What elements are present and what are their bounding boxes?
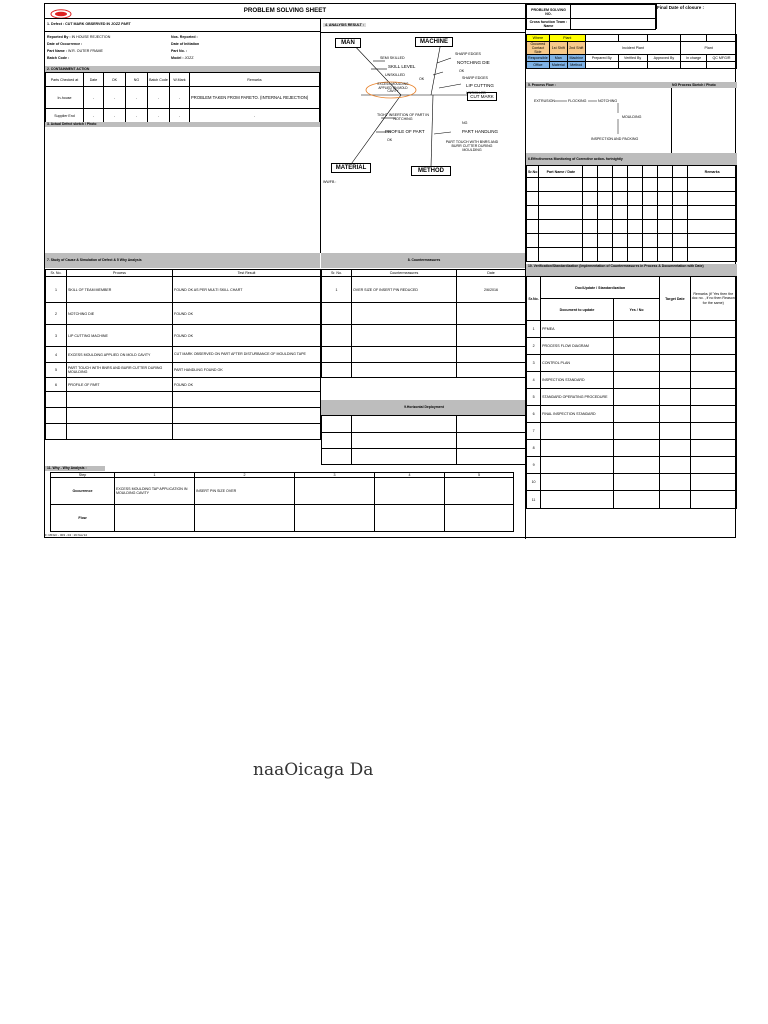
cause-notching-die: NOTCHING DIE (457, 60, 490, 65)
table-row: Supplier End - - - - - - (46, 109, 320, 123)
process-flow-arrows (526, 88, 639, 148)
cross-function-table: Where Plant Occurred Contact Side 1st Shift 2nd Shift Incident Plant Plant Responsible Man Machine Prepared By Verified By Approved By In charge QC MFG/R Office Material Method (526, 34, 737, 69)
containment-table: Parts Checked at Date OK NG Batch Code W.Mark Remarks In-house - - - - - PROBLEM TAKEN FROM PARETO. (INTERNAL REJECTION) Supplier End - - - - - - (45, 72, 320, 123)
table-row: 11 (527, 491, 737, 509)
analysis-label: 4. ANALYSIS RESULT : (325, 23, 365, 27)
table-row: 2 NOTCHING DIE FOUND OK (46, 303, 321, 325)
cause-ng: NG (462, 121, 468, 125)
table-row: 1 PFMEA (527, 321, 737, 338)
countermeasures-table: Sr. No. Countermeasures Date 1 OVER SIZE OF INSERT PIN REDUCED 2/6/2016 (321, 269, 526, 378)
table-row: 3 CONTROL PLAN (527, 355, 737, 372)
nos-reported: Nos. Reported : (171, 35, 198, 39)
table-row: 5 PART TOUCH WITH BNRS AND BURR CUTTER DURING MOULDING PART HANDLING FOUND OK (46, 363, 321, 378)
model: Model : JOZZ (171, 56, 194, 60)
cause-tight-insertion: TIGHT INSERTION OF PART IN NOTCHING (377, 113, 429, 122)
monitoring-header: 6.Effectiveness Monitoring of Corrective action- fortnightly (526, 153, 737, 165)
closure-date-label: Final Date of closure : (657, 5, 705, 10)
table-row: 1 SKILL OF TEAM MEMBER FOUND OK AS PER MULTI SKILL CHART (46, 277, 321, 303)
horizontal-table (321, 415, 526, 465)
reported-by: Reported By : IN HOUSE REJECTION (47, 35, 111, 39)
batch-code: Batch Code : (47, 56, 70, 60)
psno-table: PROBLEM SOLVING NO. Cross function Team : Name (526, 4, 656, 30)
fishbone-material-box: MATERIAL (331, 163, 371, 173)
cause-sharp-edges-2: SHARP EDGES (462, 76, 488, 80)
fishbone-method-box: METHOD (411, 166, 451, 176)
wwfb-label: WWFB : (323, 180, 337, 184)
why-why-header: 11. Why - Why Analysis : (45, 466, 105, 471)
logo (50, 6, 72, 16)
cause-sharp-edges: SHARP EDGES (455, 52, 481, 56)
process-step-flocking: FLOCKING (568, 99, 587, 103)
why-why-table: Step 1 2 3 4 5 Occurrence EXCESS MOULDING TAP APPLICATION IN MOULDING CAVITY INSERT PIN SIZE OVER Flow (50, 472, 514, 532)
table-row: 4 EXCESS MOULDING APPLIED ON MOLD CAVITY CUT MARK OBSERVED ON PART AFTER DISTURBANCE OF MOULDING TAPE (46, 347, 321, 363)
countermeasures-header: 8. Countermeasures (321, 253, 525, 268)
date-occurrence: Date of Occurrence : (47, 42, 83, 46)
verification-table: Sr.No. Doc/Update / Standardization Target Date Remarks (if 'Yes then the doc no. , if no then Reason for the same) Document to update Yes / No 1 PFMEA 2 PROCESS FLOW DIAGRAM 3 CONTROL PLAN 4 INSPECTION STANDARD 5 STANDARD OPERATING PROCEDURE 6 FINAL INSPECTION STANDARD 7 8 9 10 11 (526, 276, 737, 509)
cause-profile: PROFILE OF PART (385, 129, 425, 134)
cause-excess-moulding: EXCESS MOULDING APPLIED ON MOLD CAVITY (377, 82, 409, 94)
process-step-moulding: MOULDING (622, 115, 642, 119)
table-row: 3 LIP CUTTING MACHINE FOUND OK (46, 325, 321, 347)
fishbone-effect-box: CUT MARK (467, 92, 497, 101)
table-row: Flow (51, 505, 514, 532)
cause-semi-skilled: SEMI SKILLED (380, 56, 405, 60)
cause-ok-1: OK (419, 77, 425, 81)
cause-lip-cutting: LIP CUTTING (466, 83, 494, 88)
table-row: 5 STANDARD OPERATING PROCEDURE (527, 389, 737, 406)
table-row: 4 INSPECTION STANDARD (527, 372, 737, 389)
study-table: Sr. No. Process Test Result 1 SKILL OF TEAM MEMBER FOUND OK AS PER MULTI SKILL CHART 2 NOTCHING DIE FOUND OK 3 LIP CUTTING MACHINE FOUND OK 4 EXCESS MOULDING APPLIED ON MOLD CAVITY CUT MARK OBSERVED ON PART AFTER DISTURBANCE OF MOULDING TAPE 5 PART TOUCH WITH BNRS AND BURR CUTTER DURING MOULDING PART HANDLING FOUND OK 6 PROFILE OF PART FOUND OK (45, 269, 321, 440)
cause-skill-level: SKILL LEVEL (388, 64, 416, 69)
table-row: In-house - - - - - PROBLEM TAKEN FROM PARETO. (INTERNAL REJECTION) (46, 87, 320, 109)
table-row: 9 (527, 457, 737, 474)
table-row: 7 (527, 423, 737, 440)
cause-part-handling: PART HANDLING (462, 129, 499, 134)
fishbone-man-box: MAN (335, 38, 361, 48)
why-analysis-header: 7. Study of Cause & Simulation of Defect & 5 Why Analysis (45, 253, 320, 268)
problem-solving-sheet (44, 3, 736, 538)
cause-ok-3: OK (387, 138, 393, 142)
table-row: 8 (527, 440, 737, 457)
cause-unskilled: UNSKILLED (385, 73, 405, 77)
table-row: 6 FINAL INSPECTION STANDARD (527, 406, 737, 423)
process-flow-header: 5. Process Flow : NG Process Sketch / Photo (526, 82, 737, 88)
signature: naaOicaga Da (253, 760, 374, 780)
actual-sketch-header: 3. Actual Defect sketch / Photo (45, 122, 320, 127)
defect-label: 1. Defect : CUT MARK OBSERVED IN JOZZ PART (47, 22, 131, 26)
cause-part-touch: PART TOUCH WITH BNRS AND BURR CUTTER DURING MOULDING (445, 140, 499, 153)
part-name: Part Name : W.R. OUTER FRAME (47, 49, 103, 53)
process-step-inspection: INSPECTION AND PACKING (591, 137, 639, 141)
footer-code: F: MFGC - 003 - 04 : 19 Nov'14 (45, 533, 87, 537)
date-initiation: Date of Initiation (171, 42, 200, 46)
process-step-extrusion: EXTRUSION (534, 99, 555, 103)
process-step-notching: NOTCHING (598, 99, 618, 103)
table-row: 2 PROCESS FLOW DIAGRAM (527, 338, 737, 355)
monitoring-table: Sr.No Part Name / Date Remarks (526, 165, 737, 262)
table-row: 6 PROFILE OF PART FOUND OK (46, 378, 321, 392)
fishbone-diagram (321, 32, 525, 182)
horizontal-deployment-header: 9.Horizontal Deployment (321, 400, 525, 415)
containment-header: 2. CONTAINMENT ACTION (45, 66, 320, 72)
verification-header: 10. Verification/Standardization (Implementation of Countermeasures in Process & Documentation with Date) (526, 264, 737, 276)
page-title: PROBLEM SOLVING SHEET (243, 7, 327, 14)
table-row: 10 (527, 474, 737, 491)
table-row: Occurrence EXCESS MOULDING TAP APPLICATION IN MOULDING CAVITY INSERT PIN SIZE OVER (51, 478, 514, 505)
fishbone-machine-box: MACHINE (415, 37, 453, 47)
cause-ok-2: OK (459, 69, 465, 73)
part-no: Part No. : (171, 49, 187, 53)
table-row: 1 OVER SIZE OF INSERT PIN REDUCED 2/6/2016 (322, 277, 526, 303)
cause-unskilled-2: UNSKILLED (466, 91, 486, 95)
